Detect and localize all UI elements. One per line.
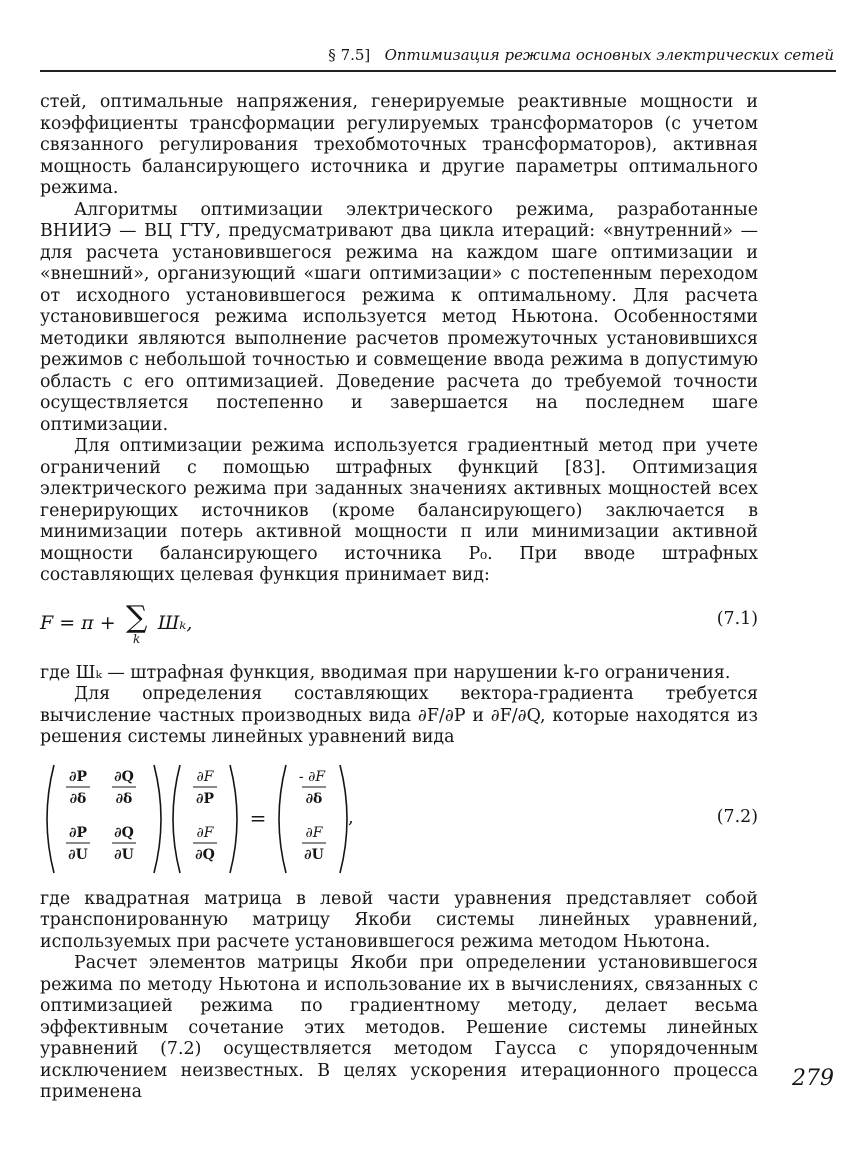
m-den-22: ∂U [114, 846, 134, 863]
paragraph-1: стей, оптимальные напряжения, генерируемые реактивные мощности и коэффициенты трансформации регулируемых трансформаторов (с учетом связанного регулирования трехобмоточных трансформаторов), активная мощность балансирующего источника и другие параметры оптимального режима. [40, 92, 758, 198]
eq1-term: Шₖ, [157, 611, 193, 634]
m-num-22: ∂Q [114, 824, 134, 841]
sum-index: k [133, 631, 141, 646]
equation-7-2 [40, 759, 758, 879]
vl-den-2: ∂Q [195, 846, 215, 863]
vr-num-2: ∂F [305, 824, 323, 841]
paragraph-2: Алгоритмы оптимизации электрического режима, разработанные ВНИИЭ — ВЦ ГТУ, предусматривают два цикла итераций: «внутренний» — для расчета установившегося режима на каждом шаге оптимизации и «внешний», организующий «шаги оптимизации» с постепенным переходом от исходного установившегося режима к оптимальному. Для расчета установившегося режима используется метод Ньютона. Особенностями методики являются выполнение расчетов промежуточных установившихся режимов с небольшой точностью и совмещение ввода режима в допустимую область с его оптимизацией. Доведение расчета до требуемой точности осуществляется постепенно и завершается на последнем шаге оптимизации. [40, 199, 758, 435]
equation-7-2-matrix [40, 759, 440, 879]
equation-number-7-1: (7.1) [716, 608, 758, 629]
m-num-21: ∂P [68, 824, 88, 841]
paragraph-4: где Шₖ — штрафная функция, вводимая при нарушении k-го ограничения. [40, 662, 731, 683]
vr-den-1: ∂δ [305, 790, 323, 807]
vl-num-2: ∂F [196, 824, 214, 841]
m-den-12: ∂δ [115, 790, 133, 807]
sum-symbol: ∑ [125, 599, 148, 635]
m-den-11: ∂δ [69, 790, 87, 807]
paragraph-6: где квадратная матрица в левой части уравнения представляет собой транспонированную матрицу Якоби системы линейных уравнений, используемых при расчете установившегося режима методом Ньютона. [40, 888, 758, 952]
header-text [328, 46, 834, 64]
vector-right-bracket-open [279, 765, 286, 873]
vr-den-2: ∂U [304, 846, 324, 863]
equation-comma: , [348, 806, 354, 828]
paragraph-5: Для определения составляющих вектора-градиента требуется вычисление частных производных вида ∂F/∂P и ∂F/∂Q, которые находятся из решения системы линейных уравнений вида [40, 684, 758, 747]
page-number: 279 [792, 1066, 834, 1091]
paragraph-7: Расчет элементов матрицы Якоби при определении установившегося режима по методу Ньютона и использование их в вычислениях, связанных с оптимизацией режима по градиентному методу, делает весьма эффективным сочетание этих методов. Решение системы линейных уравнений (7.2) осуществляется методом Гаусса с упорядоченным исключением неизвестных. В целях ускорения итерационного процесса применена [40, 953, 758, 1102]
section-marker: § 7.5] [328, 46, 371, 64]
header-title: Оптимизация режима основных электрических сетей [384, 46, 834, 64]
equation-7-1-formula [40, 599, 193, 646]
equation-7-1 [40, 597, 758, 653]
summation [122, 599, 152, 646]
matrix-left-bracket [47, 765, 54, 873]
vector-right-bracket-close [340, 765, 347, 873]
equals-sign: = [249, 805, 267, 830]
vl-den-1: ∂P [195, 790, 215, 807]
m-num-11: ∂P [68, 768, 88, 785]
page-body [40, 92, 758, 1104]
vl-num-1: ∂F [196, 768, 214, 785]
vector-left-bracket-close [230, 765, 237, 873]
eq1-lhs: F = π + [40, 611, 122, 634]
running-header [40, 44, 836, 72]
paragraph-3: Для оптимизации режима используется градиентный метод при учете ограничений с помощью штрафных функций [83]. Оптимизация электрического режима при заданных значениях активных мощностей всех генерирующих источников (кроме балансирующего) заключается в минимизации потерь активной мощности π или минимизации активной мощности балансирующего источника P₀. При вводе штрафных составляющих целевая функция принимает вид: [40, 436, 758, 585]
m-den-21: ∂U [68, 846, 88, 863]
equation-number-7-2: (7.2) [716, 806, 758, 827]
vector-left-bracket-open [173, 765, 180, 873]
matrix-right-bracket [154, 765, 161, 873]
vr-num-1: - ∂F [298, 768, 326, 785]
m-num-12: ∂Q [114, 768, 134, 785]
